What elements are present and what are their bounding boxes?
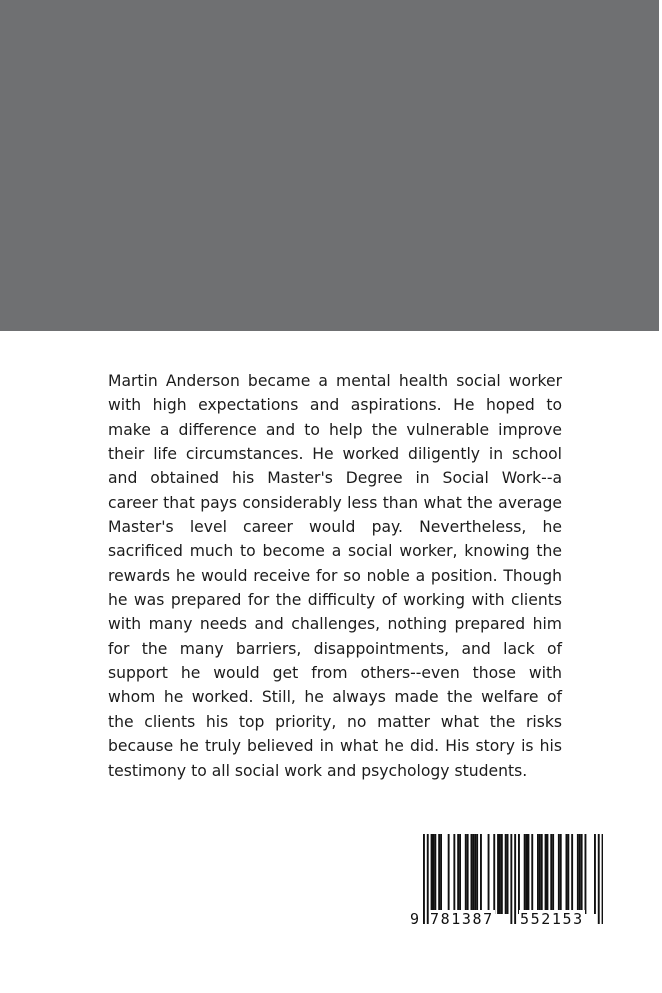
barcode-bar	[476, 834, 478, 914]
barcode-bar	[459, 834, 461, 914]
barcode-bar	[560, 834, 562, 914]
barcode-bar	[488, 834, 490, 914]
barcode-bar	[440, 834, 442, 914]
blurb-line: their life circumstances. He worked diligently in school	[108, 445, 562, 464]
cover-top-band	[0, 0, 659, 331]
barcode-bar	[566, 834, 568, 914]
barcode-bar	[505, 834, 507, 914]
barcode-bar	[528, 834, 530, 914]
barcode-digits	[409, 910, 603, 932]
barcode-bar	[545, 834, 547, 914]
barcode-digit-lead: 9	[410, 910, 421, 928]
barcode-bar	[434, 834, 436, 914]
barcode-bar	[550, 834, 552, 914]
barcode-bar	[585, 834, 587, 914]
blurb-line: because he truly believed in what he did. His story is his	[108, 737, 562, 756]
barcode-bar	[524, 834, 526, 914]
barcode-bar	[518, 834, 520, 914]
barcode-bar	[480, 834, 482, 914]
barcode-bar	[507, 834, 509, 914]
blurb-line: with high expectations and aspirations. He hoped to	[108, 396, 562, 415]
barcode-bar	[472, 834, 474, 914]
blurb-line: Martin Anderson became a mental health social worker	[108, 372, 562, 390]
barcode-bar	[501, 834, 503, 914]
barcode-bar	[493, 834, 495, 914]
barcode-bar	[474, 834, 476, 914]
blurb-line: sacrificed much to become a social worker, knowing the	[108, 542, 562, 561]
barcode-bar	[552, 834, 554, 914]
barcode-bar	[471, 834, 473, 914]
blurb-line: he was prepared for the difficulty of working with clients	[108, 591, 562, 610]
back-cover-blurb	[108, 369, 562, 783]
barcode-bar	[547, 834, 549, 914]
blurb-line: with many needs and challenges, nothing prepared him	[108, 615, 562, 634]
barcode-bar	[539, 834, 541, 914]
blurb-line: support he would get from others--even those with	[108, 664, 562, 683]
barcode-bar	[448, 834, 450, 914]
barcode-bar	[433, 834, 435, 914]
barcode-digits-right: 552153	[520, 910, 584, 928]
barcode-bar	[558, 834, 560, 914]
barcode-bar	[577, 834, 579, 914]
blurb-line: testimony to all social work and psychology students.	[108, 761, 528, 780]
barcode-bar	[541, 834, 543, 914]
blurb-line: the clients his top priority, no matter what the risks	[108, 712, 562, 731]
barcode-bar	[581, 834, 583, 914]
barcode-bar	[537, 834, 539, 914]
barcode-bar	[497, 834, 499, 914]
barcode-bar	[453, 834, 455, 914]
barcode-bar	[567, 834, 569, 914]
blurb-line: for the many barriers, disappointments, and lack of	[108, 639, 562, 658]
blurb-line: career that pays considerably less than what the average	[108, 493, 562, 512]
barcode-bar	[571, 834, 573, 914]
isbn-barcode	[409, 834, 603, 934]
blurb-line: and obtained his Master's Degree in Social Work--a	[108, 469, 562, 488]
barcode-bar	[438, 834, 440, 914]
barcode-bar	[531, 834, 533, 914]
blurb-line: make a difference and to help the vulnerable improve	[108, 420, 562, 439]
barcode-bar	[457, 834, 459, 914]
blurb-line: whom he worked. Still, he always made the welfare of	[108, 688, 562, 707]
barcode-bar	[579, 834, 581, 914]
blurb-line: Master's level career would pay. Nevertheless, he	[108, 518, 562, 537]
barcode-bar	[499, 834, 501, 914]
blurb-line: rewards he would receive for so noble a position. Though	[108, 566, 562, 585]
barcode-digits-left: 781387	[430, 910, 494, 928]
barcode-bar	[526, 834, 528, 914]
barcode-bar	[431, 834, 433, 914]
barcode-bar	[465, 834, 467, 914]
barcode-bar	[467, 834, 469, 914]
barcode-bar	[594, 834, 596, 914]
